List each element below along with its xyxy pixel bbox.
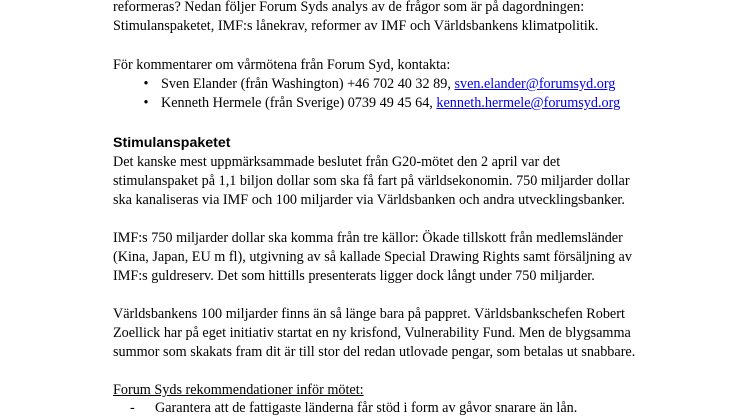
recommendations-heading: Forum Syds rekommendationer inför mötet:: [113, 382, 364, 398]
section-title: Stimulanspaketet: [113, 135, 231, 151]
paragraph-line: IMF:s 750 miljarder dollar ska komma från tre källor: Ökade tillskott från medlemsländer: [113, 230, 623, 246]
dash-bullet-icon: -: [130, 400, 135, 416]
paragraph-line: stimulanspaket på 1,1 biljon dollar som ska få fart på världsekonomin. 750 miljarder dollar: [113, 173, 630, 189]
contact-item: [161, 75, 615, 94]
bullet-icon: •: [143, 95, 149, 111]
paragraph-line: ska kanaliseras via IMF och 100 miljarder via Världsbanken och andra utvecklingsbanker.: [113, 192, 625, 208]
bullet-icon: •: [143, 76, 149, 92]
contact-email-link[interactable]: kenneth.hermele@forumsyd.org: [436, 95, 621, 111]
contact-text: Kenneth Hermele (från Sverige) 0739 49 45 64,: [161, 95, 437, 111]
contact-item: [161, 94, 620, 113]
paragraph-line: (Kina, Japan, EU m fl), utgivning av så kallade Special Drawing Rights samt försäljning av: [113, 249, 632, 265]
paragraph-line: IMF:s guldreserv. Det som hittills presenterats ligger dock långt under 750 miljarder.: [113, 268, 595, 284]
paragraph-line: summor som skakats fram dit är till stor del redan utlovade pengar, som betalas ut snabbare.: [113, 344, 636, 360]
recommendation-item: Garantera att de fattigaste länderna får stöd i form av gåvor snarare än lån.: [155, 400, 578, 416]
paragraph-line: Det kanske mest uppmärksammade beslutet från G20-mötet den 2 april var det: [113, 154, 561, 170]
intro-line-1: reformeras? Nedan följer Forum Syds analys av de frågor som är på dagordningen:: [113, 0, 585, 15]
contact-text: Sven Elander (från Washington) +46 702 40 32 89,: [161, 76, 455, 92]
contacts-heading: För kommentarer om vårmötena från Forum Syd, kontakta:: [113, 57, 451, 73]
paragraph-line: Världsbankens 100 miljarder finns än så länge bara på pappret. Världsbankschefen Robert: [113, 306, 625, 322]
paragraph-line: Zoellick har på eget initiativ startat en ny krisfond, Vulnerability Fund. Men de blygsamma: [113, 325, 631, 341]
intro-line-2: Stimulanspaketet, IMF:s lånekrav, reformer av IMF och Världsbankens klimatpolitik.: [113, 18, 599, 34]
contact-email-link[interactable]: sven.elander@forumsyd.org: [454, 76, 616, 92]
